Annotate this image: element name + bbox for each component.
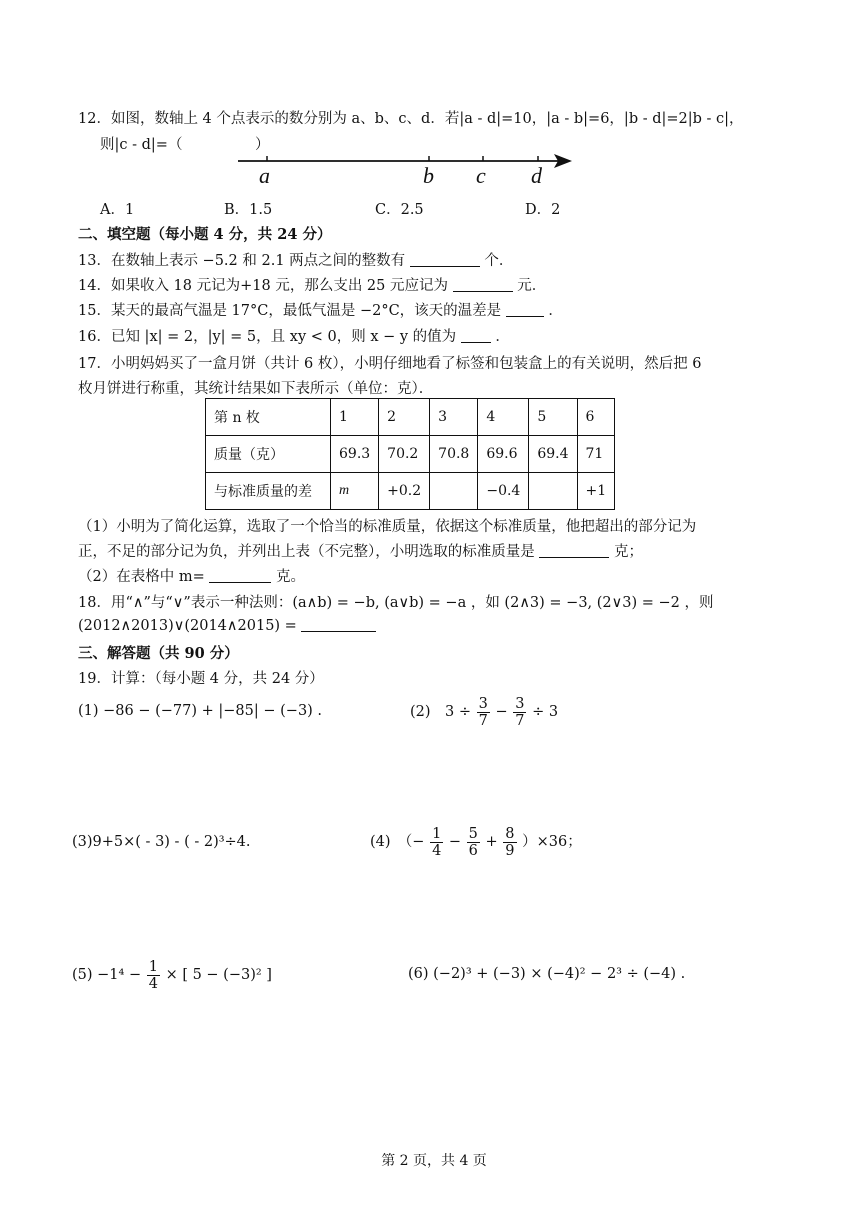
table-cell: 6 — [577, 399, 615, 436]
problem-2-pre: (2) 3 ÷ — [410, 704, 472, 720]
q17-part1-tail: 克； — [613, 544, 643, 560]
q12-stem: 12．如图，数轴上 4 个点表示的数分别为 a、b、c、d．若|a - d|=10，|a - b|=6，|b - d|=2|b - c|， — [78, 111, 744, 127]
table-cell: 70.2 — [379, 436, 430, 473]
q17-part2 — [78, 565, 305, 586]
q15-tail: ． — [548, 303, 563, 319]
answer-blank — [301, 617, 376, 632]
q18-line2 — [78, 617, 376, 634]
problem-2 — [410, 692, 558, 732]
q17-stem: 17．小明妈妈买了一盒月饼（共计 6 枚），小明仔细地看了标签和包装盒上的有关说明，然后把 6 — [78, 356, 702, 372]
table-row — [206, 473, 615, 510]
q17-part2-tail: 克。 — [275, 569, 305, 585]
problem-4-pre: (4) （− — [370, 834, 425, 850]
fraction: $\frac{5}{6}$ — [468, 825, 478, 859]
answer-blank — [209, 568, 271, 583]
problem-2-mid: − — [495, 704, 508, 720]
q13 — [78, 249, 513, 270]
table-cell: 与标准质量的差 — [206, 473, 331, 510]
point-a-label: a — [259, 163, 270, 188]
page-footer: 第 2 页，共 4 页 — [381, 1153, 487, 1169]
table-cell — [529, 473, 577, 510]
q18: 18．用“∧”与“∨”表示一种法则：(a∧b) = −b, (a∨b) = −a ，如 (2∧3) = −3, (2∨3) = −2 ，则 — [78, 595, 714, 611]
problem-2-post: ÷ 3 — [532, 704, 559, 720]
table-cell: 69.4 — [529, 436, 577, 473]
problem-5-pre: (5) −1⁴ − — [72, 967, 142, 983]
table-cell: 2 — [379, 399, 430, 436]
q14-tail: 元． — [517, 278, 547, 294]
table-cell: m — [331, 473, 379, 510]
operator: − — [448, 834, 462, 850]
q15 — [78, 299, 563, 320]
table-cell: +1 — [577, 473, 615, 510]
problem-1: (1) −86 − (−77) + |−85| − (−3) . — [78, 703, 323, 719]
problem-5 — [72, 955, 272, 995]
answer-blank — [453, 277, 513, 292]
table-cell: 5 — [529, 399, 577, 436]
table-cell: 70.8 — [430, 436, 478, 473]
fraction: $\frac{3}{7}$ — [515, 695, 525, 729]
q17-part1-text: 正，不足的部分记为负，并列出上表（不完整），小明选取的标准质量是 — [78, 544, 535, 560]
q13-text: 13．在数轴上表示 −5.2 和 2.1 两点之间的整数有 — [78, 253, 406, 269]
q19-stem: 19．计算：（每小题 4 分，共 24 分） — [78, 671, 324, 687]
q16-tail: ． — [495, 329, 510, 345]
q16-text: 16．已知 |x| = 2，|y| = 5，且 xy < 0，则 x − y 的值为 — [78, 329, 457, 345]
point-d-label: d — [531, 163, 542, 188]
fraction: $\frac{3}{7}$ — [478, 695, 488, 729]
q12-option-d: D．2 — [525, 202, 561, 218]
problem-6: (6) (−2)³ + (−3) × (−4)² − 2³ ÷ (−4) . — [408, 966, 686, 982]
problem-3: (3)9+5×( - 3) - ( - 2)³÷4. — [72, 834, 251, 850]
table-cell — [430, 473, 478, 510]
table-cell: 质量（克） — [206, 436, 331, 473]
fraction: $\frac{1}{4}$ — [432, 825, 442, 859]
table-cell: 4 — [478, 399, 529, 436]
fraction: $\frac{8}{9}$ — [505, 825, 515, 859]
section-2-heading: 二、填空题（每小题 4 分，共 24 分） — [78, 226, 332, 243]
q16 — [78, 325, 510, 346]
table-cell: 第 n 枚 — [206, 399, 331, 436]
q15-text: 15．某天的最高气温是 17°C，最低气温是 −2°C，该天的温差是 — [78, 303, 502, 319]
q18-expression: (2012∧2013)∨(2014∧2015) = — [78, 618, 297, 634]
point-c-label: c — [476, 163, 486, 188]
fraction: $\frac{1}{4}$ — [148, 958, 158, 992]
table-row — [206, 436, 615, 473]
section-3-heading: 三、解答题（共 90 分） — [78, 645, 239, 662]
answer-blank — [506, 302, 544, 317]
table-cell: 69.3 — [331, 436, 379, 473]
q12-stem-line2: 则|c - d|=（ ） — [100, 137, 270, 153]
table-cell: 3 — [430, 399, 478, 436]
point-b-label: b — [423, 163, 434, 188]
q12-option-c: C．2.5 — [375, 202, 424, 218]
problem-4 — [370, 822, 582, 862]
table-cell: −0.4 — [478, 473, 529, 510]
q17-part1-line2 — [78, 540, 643, 561]
answer-blank — [461, 328, 491, 343]
q17-stem-line2: 枚月饼进行称重，其统计结果如下表所示（单位：克）． — [78, 381, 434, 397]
problem-5-post: × [ 5 − (−3)² ] — [165, 967, 272, 983]
q17-part2-text: （2）在表格中 m= — [78, 569, 205, 585]
table-cell: +0.2 — [379, 473, 430, 510]
number-line — [230, 148, 580, 198]
answer-blank — [539, 543, 609, 558]
q14-text: 14．如果收入 18 元记为+18 元，那么支出 25 元应记为 — [78, 278, 448, 294]
q13-tail: 个． — [484, 253, 514, 269]
table-cell: 1 — [331, 399, 379, 436]
q14 — [78, 274, 546, 295]
table-row — [206, 399, 615, 436]
problem-4-post: ）×36； — [522, 834, 582, 850]
q17-part1: （1）小明为了简化运算，选取了一个恰当的标准质量，依据这个标准质量，他把超出的部分记为 — [78, 519, 697, 535]
table-cell: 71 — [577, 436, 615, 473]
q12-option-a: A．1 — [100, 202, 135, 218]
operator: + — [485, 834, 498, 850]
table-cell: 69.6 — [478, 436, 529, 473]
data-table — [205, 398, 615, 510]
answer-blank — [410, 252, 480, 267]
q12-option-b: B．1.5 — [224, 202, 273, 218]
